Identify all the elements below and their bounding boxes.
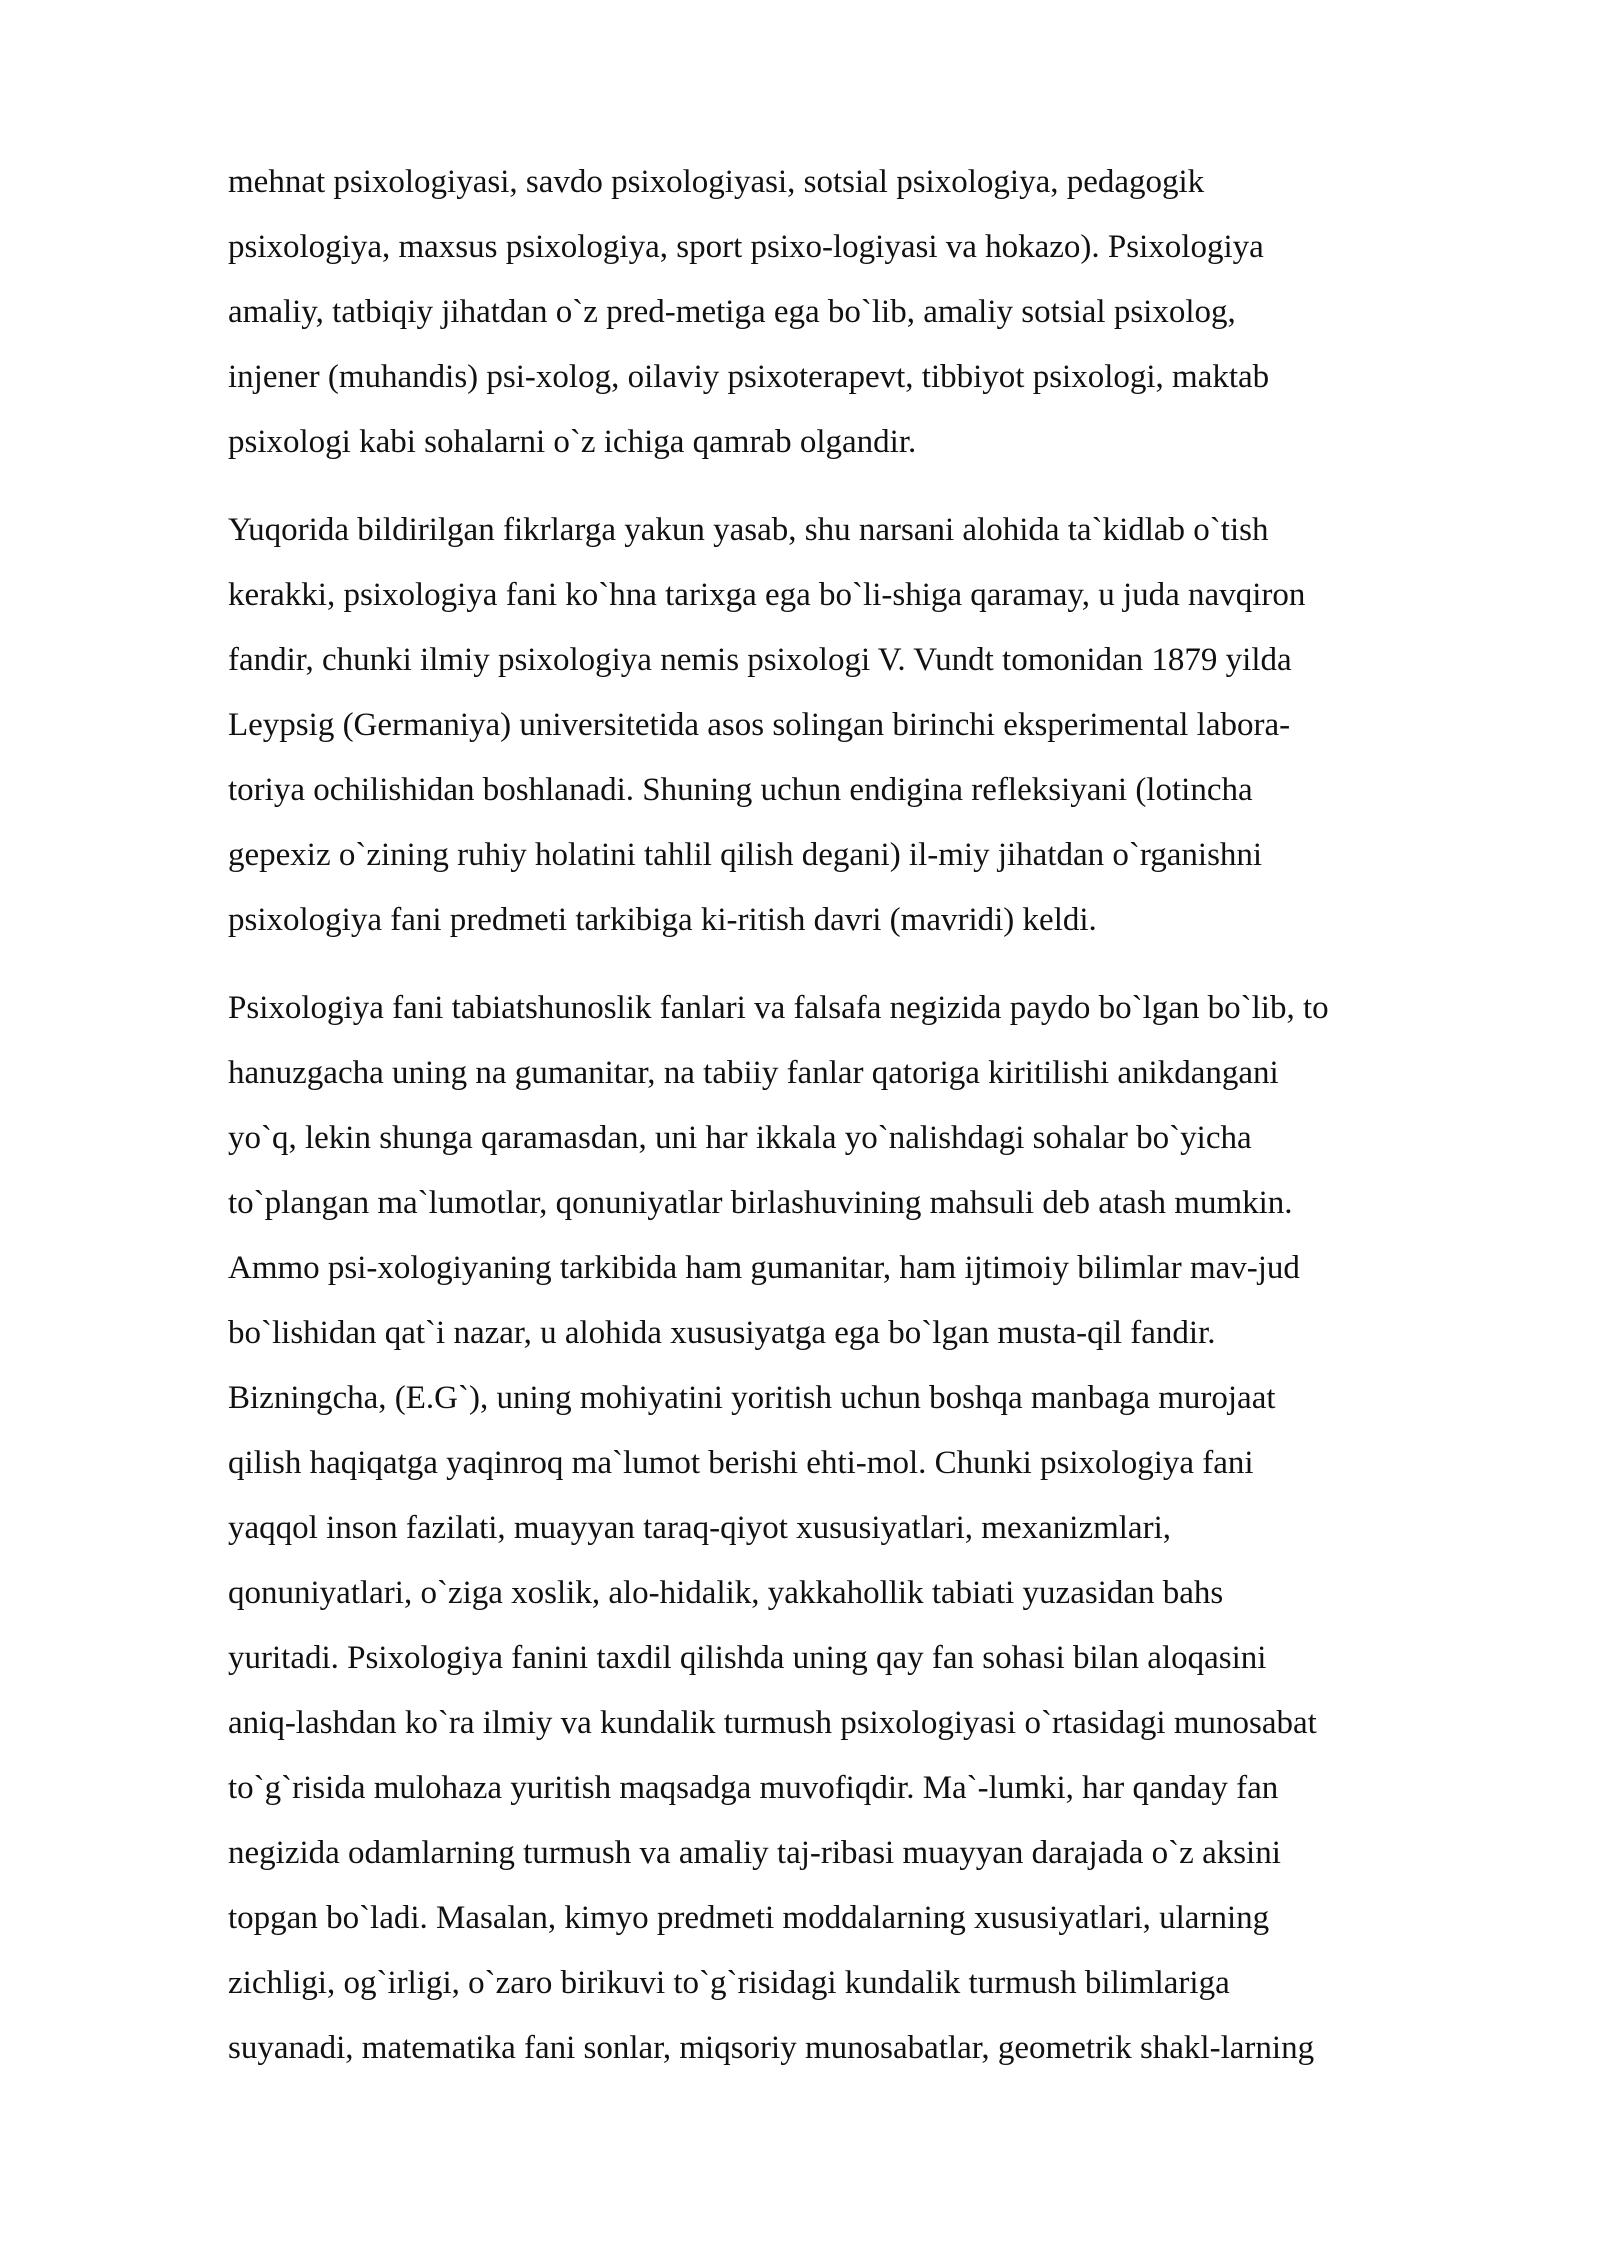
paragraph-3 — [228, 976, 1518, 2081]
text-line: suyanadi, matematika fani sonlar, miqsoriy munosabatlar, geometrik shakl-larning — [228, 2030, 1315, 2066]
text-line: toriya ochilishidan boshlanadi. Shuning uchun endigina refleksiyani (lotincha — [228, 772, 1253, 808]
text-line: kerakki, psixologiya fani ko`hna tarixga ega bo`li-shiga qaramay, u juda navqiron — [228, 577, 1306, 613]
text-line: qonuniyatlari, o`ziga xoslik, alo-hidalik, yakkahollik tabiati yuzasidan bahs — [228, 1575, 1224, 1611]
text-line: aniq-lashdan ko`ra ilmiy va kundalik turmush psixologiyasi o`rtasidagi munosabat — [228, 1705, 1317, 1741]
text-line: fandir, chunki ilmiy psixologiya nemis psixologi V. Vundt tomonidan 1879 yilda — [228, 642, 1292, 678]
text-line: Bizningcha, (E.G`), uning mohiyatini yoritish uchun boshqa manbaga murojaat — [228, 1380, 1276, 1416]
body-text — [228, 150, 1518, 2081]
text-line: gepexiz o`zining ruhiy holatini tahlil qilish degani) il-miy jihatdan o`rganishni — [228, 837, 1263, 873]
paragraph-1 — [228, 150, 1518, 475]
text-line: negizida odamlarning turmush va amaliy taj-ribasi muayyan darajada o`z aksini — [228, 1835, 1281, 1871]
text-line: injener (muhandis) psi-xolog, oilaviy psixoterapevt, tibbiyot psixologi, maktab — [228, 359, 1270, 395]
text-line: yuritadi. Psixologiya fanini taxdil qilishda uning qay fan sohasi bilan aloqasini — [228, 1640, 1267, 1676]
text-line: Ammo psi-xologiyaning tarkibida ham gumanitar, ham ijtimoiy bilimlar mav-jud — [228, 1250, 1300, 1286]
text-line: Leypsig (Germaniya) universitetida asos solingan birinchi eksperimental labora- — [228, 707, 1291, 743]
text-line: psixologiya fani predmeti tarkibiga ki-ritish davri (mavridi) keldi. — [228, 902, 1097, 938]
text-line: to`g`risida mulohaza yuritish maqsadga muvofiqdir. Ma`-lumki, har qanday fan — [228, 1770, 1279, 1806]
text-line: psixologi kabi sohalarni o`z ichiga qamrab olgandir. — [228, 424, 917, 460]
text-line: psixologiya, maxsus psixologiya, sport psixo-logiyasi va hokazo). Psixologiya — [228, 229, 1264, 265]
text-line: hanuzgacha uning na gumanitar, na tabiiy fanlar qatoriga kiritilishi anikdangani — [228, 1055, 1279, 1091]
text-line: yaqqol inson fazilati, muayyan taraq-qiyot xususiyatlari, mexanizmlari, — [228, 1510, 1171, 1546]
paragraph-2 — [228, 498, 1518, 953]
text-line: amaliy, tatbiqiy jihatdan o`z pred-metiga ega bo`lib, amaliy sotsial psixolog, — [228, 294, 1236, 330]
text-line: Psixologiya fani tabiatshunoslik fanlari va falsafa negizida paydo bo`lgan bo`lib, to — [228, 990, 1329, 1026]
text-line: qilish haqiqatga yaqinroq ma`lumot berishi ehti-mol. Chunki psixologiya fani — [228, 1445, 1254, 1481]
text-line: yo`q, lekin shunga qaramasdan, uni har ikkala yo`nalishdagi sohalar bo`yicha — [228, 1120, 1252, 1156]
text-line: bo`lishidan qat`i nazar, u alohida xususiyatga ega bo`lgan musta-qil fandir. — [228, 1315, 1216, 1351]
text-line: topgan bo`ladi. Masalan, kimyo predmeti moddalarning xususiyatlari, ularning — [228, 1900, 1270, 1936]
text-line: mehnat psixologiyasi, savdo psixologiyasi, sotsial psixologiya, pedagogik — [228, 164, 1205, 200]
text-line: Yuqorida bildirilgan fikrlarga yakun yasab, shu narsani alohida ta`kidlab o`tish — [228, 512, 1269, 548]
text-line: zichligi, og`irligi, o`zaro birikuvi to`g`risidagi kundalik turmush bilimlariga — [228, 1965, 1230, 2001]
text-line: to`plangan ma`lumotlar, qonuniyatlar birlashuvining mahsuli deb atash mumkin. — [228, 1185, 1293, 1221]
